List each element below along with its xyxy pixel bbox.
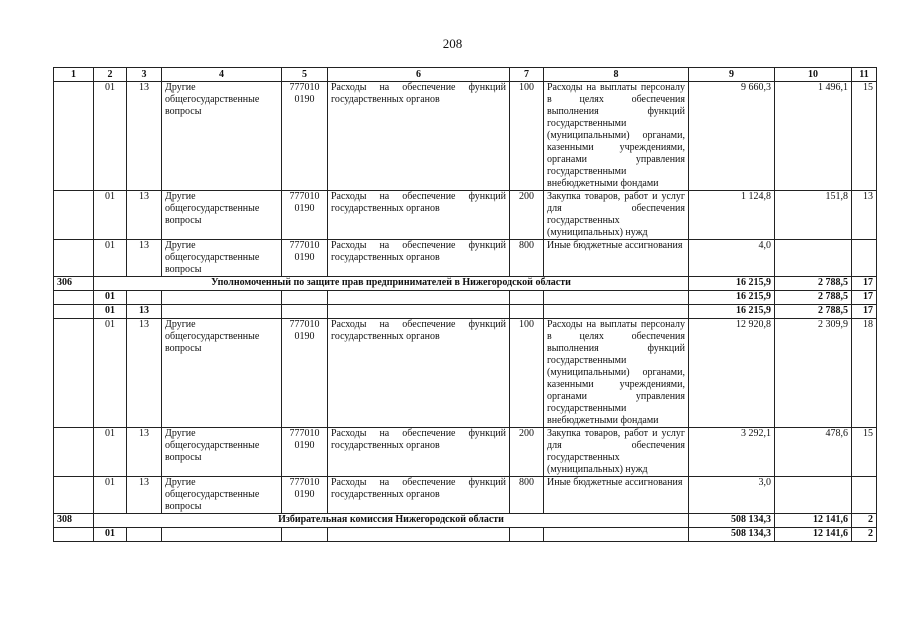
subtotal-row — [54, 291, 877, 305]
cell-code — [54, 477, 94, 514]
cell-expense-type: 800 — [510, 477, 544, 514]
cell-percent: 13 — [852, 191, 877, 240]
column-header: 3 — [127, 68, 162, 82]
cell-empty — [162, 528, 282, 542]
cell-percent: 2 — [852, 528, 877, 542]
cell-percent: 17 — [852, 291, 877, 305]
cell-article-name: Расходы на обеспечение функций государственных органов — [328, 82, 510, 191]
cell-empty — [162, 305, 282, 319]
cell-target-article: 777010 0190 — [282, 240, 328, 277]
cell-expense-name: Закупка товаров, работ и услуг для обеспечения государственных (муниципальных) нужд — [544, 191, 689, 240]
cell-percent: 17 — [852, 277, 877, 291]
cell-percent: 15 — [852, 428, 877, 477]
cell-section: 01 — [94, 240, 127, 277]
cell-amount-planned: 4,0 — [689, 240, 775, 277]
cell-target-article: 777010 0190 — [282, 428, 328, 477]
table-row — [54, 477, 877, 514]
cell-empty — [544, 305, 689, 319]
cell-subsection: 13 — [127, 240, 162, 277]
cell-amount-executed — [775, 477, 852, 514]
cell-empty — [282, 305, 328, 319]
cell-empty — [328, 291, 510, 305]
cell-empty — [544, 528, 689, 542]
cell-code — [54, 528, 94, 542]
table-row — [54, 191, 877, 240]
cell-amount-executed: 2 309,9 — [775, 319, 852, 428]
table-row — [54, 319, 877, 428]
cell-amount-executed: 2 788,5 — [775, 277, 852, 291]
cell-percent: 18 — [852, 319, 877, 428]
cell-percent — [852, 477, 877, 514]
table-row — [54, 240, 877, 277]
cell-subsection: 13 — [127, 191, 162, 240]
table-row — [54, 428, 877, 477]
cell-empty — [510, 528, 544, 542]
cell-subsection — [127, 528, 162, 542]
cell-amount-executed: 1 496,1 — [775, 82, 852, 191]
cell-section-name: Другие общегосударственные вопросы — [162, 477, 282, 514]
cell-percent: 17 — [852, 305, 877, 319]
cell-percent — [852, 240, 877, 277]
column-header: 10 — [775, 68, 852, 82]
cell-section: 01 — [94, 82, 127, 191]
cell-target-article: 777010 0190 — [282, 191, 328, 240]
cell-percent: 2 — [852, 514, 877, 528]
cell-amount-executed: 2 788,5 — [775, 305, 852, 319]
cell-article-name: Расходы на обеспечение функций государственных органов — [328, 191, 510, 240]
cell-code — [54, 305, 94, 319]
cell-section: 01 — [94, 428, 127, 477]
cell-amount-executed: 478,6 — [775, 428, 852, 477]
cell-code — [54, 291, 94, 305]
cell-article-name: Расходы на обеспечение функций государственных органов — [328, 240, 510, 277]
cell-target-article: 777010 0190 — [282, 319, 328, 428]
cell-department-code: 306 — [54, 277, 94, 291]
cell-article-name: Расходы на обеспечение функций государственных органов — [328, 319, 510, 428]
cell-amount-planned: 16 215,9 — [689, 277, 775, 291]
cell-expense-name: Расходы на выплаты персоналу в целях обеспечения выполнения функций государственными (муниципальными) органами, казенными учреждениями, органами управления государственными внебюджетными фондами — [544, 319, 689, 428]
cell-amount-planned: 508 134,3 — [689, 528, 775, 542]
cell-subsection: 13 — [127, 428, 162, 477]
cell-empty — [328, 305, 510, 319]
cell-article-name: Расходы на обеспечение функций государственных органов — [328, 428, 510, 477]
cell-amount-planned: 3 292,1 — [689, 428, 775, 477]
cell-section-name: Другие общегосударственные вопросы — [162, 319, 282, 428]
cell-section: 01 — [94, 305, 127, 319]
cell-empty — [510, 291, 544, 305]
column-header: 9 — [689, 68, 775, 82]
cell-section: 01 — [94, 477, 127, 514]
cell-empty — [282, 528, 328, 542]
cell-amount-planned: 16 215,9 — [689, 291, 775, 305]
column-header: 7 — [510, 68, 544, 82]
cell-section: 01 — [94, 291, 127, 305]
cell-subsection: 13 — [127, 477, 162, 514]
cell-code — [54, 240, 94, 277]
cell-section-name: Другие общегосударственные вопросы — [162, 240, 282, 277]
cell-amount-planned: 3,0 — [689, 477, 775, 514]
column-header: 11 — [852, 68, 877, 82]
cell-department-name: Уполномоченный по защите прав предпринимателей в Нижегородской области — [94, 277, 689, 291]
cell-expense-name: Расходы на выплаты персоналу в целях обеспечения выполнения функций государственными (муниципальными) органами, казенными учреждениями, органами управления государственными внебюджетными фондами — [544, 82, 689, 191]
cell-subsection: 13 — [127, 319, 162, 428]
cell-amount-executed — [775, 240, 852, 277]
cell-section: 01 — [94, 319, 127, 428]
column-header: 1 — [54, 68, 94, 82]
cell-empty — [162, 291, 282, 305]
cell-section: 01 — [94, 528, 127, 542]
cell-expense-name: Иные бюджетные ассигнования — [544, 240, 689, 277]
cell-subsection: 13 — [127, 305, 162, 319]
cell-section-name: Другие общегосударственные вопросы — [162, 428, 282, 477]
cell-amount-executed: 2 788,5 — [775, 291, 852, 305]
cell-percent: 15 — [852, 82, 877, 191]
cell-amount-planned: 508 134,3 — [689, 514, 775, 528]
cell-code — [54, 82, 94, 191]
cell-department-code: 308 — [54, 514, 94, 528]
cell-empty — [328, 528, 510, 542]
table-row — [54, 82, 877, 191]
cell-code — [54, 191, 94, 240]
cell-section-name: Другие общегосударственные вопросы — [162, 82, 282, 191]
cell-amount-executed: 12 141,6 — [775, 528, 852, 542]
cell-amount-planned: 12 920,8 — [689, 319, 775, 428]
table-header-row — [54, 68, 877, 82]
budget-table — [53, 67, 877, 542]
column-header: 8 — [544, 68, 689, 82]
column-header: 5 — [282, 68, 328, 82]
subtotal-row — [54, 528, 877, 542]
subtotal-row — [54, 305, 877, 319]
cell-amount-executed: 151,8 — [775, 191, 852, 240]
cell-article-name: Расходы на обеспечение функций государственных органов — [328, 477, 510, 514]
column-header: 6 — [328, 68, 510, 82]
cell-expense-name: Иные бюджетные ассигнования — [544, 477, 689, 514]
cell-target-article: 777010 0190 — [282, 477, 328, 514]
page-number: 208 — [442, 36, 463, 51]
cell-expense-type: 100 — [510, 319, 544, 428]
cell-code — [54, 428, 94, 477]
cell-amount-executed: 12 141,6 — [775, 514, 852, 528]
cell-subsection: 13 — [127, 82, 162, 191]
cell-subsection — [127, 291, 162, 305]
cell-amount-planned: 1 124,8 — [689, 191, 775, 240]
cell-empty — [510, 305, 544, 319]
department-row — [54, 277, 877, 291]
column-header: 4 — [162, 68, 282, 82]
cell-amount-planned: 16 215,9 — [689, 305, 775, 319]
cell-expense-type: 200 — [510, 428, 544, 477]
cell-target-article: 777010 0190 — [282, 82, 328, 191]
cell-amount-planned: 9 660,3 — [689, 82, 775, 191]
column-header: 2 — [94, 68, 127, 82]
cell-expense-type: 100 — [510, 82, 544, 191]
cell-empty — [282, 291, 328, 305]
cell-expense-type: 800 — [510, 240, 544, 277]
cell-section: 01 — [94, 191, 127, 240]
cell-department-name: Избирательная комиссия Нижегородской области — [94, 514, 689, 528]
cell-expense-type: 200 — [510, 191, 544, 240]
department-row — [54, 514, 877, 528]
cell-code — [54, 319, 94, 428]
cell-empty — [544, 291, 689, 305]
cell-expense-name: Закупка товаров, работ и услуг для обеспечения государственных (муниципальных) нужд — [544, 428, 689, 477]
cell-section-name: Другие общегосударственные вопросы — [162, 191, 282, 240]
